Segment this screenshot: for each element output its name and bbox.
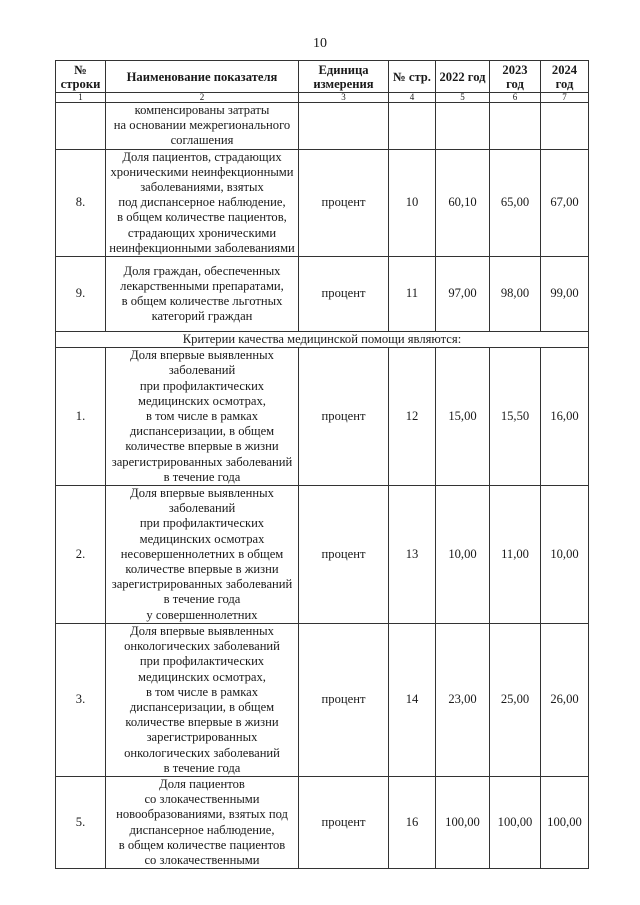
indicator-name: Доля пациентов со злокачественными новообразованиями, взятых под диспансерное наблюдение, в общем количестве пациентов со злокачественными bbox=[106, 776, 299, 868]
indicator-name: Доля впервые выявленных заболеваний при профилактических медицинских осмотрах, в том числе в рамках диспансеризации, в общем количестве впервые в жизни зарегистрированных заболеваний в течение года bbox=[106, 348, 299, 486]
section-row bbox=[56, 332, 589, 348]
row-number: 8. bbox=[56, 149, 106, 256]
value-2023: 98,00 bbox=[490, 257, 541, 332]
page-number: 10 bbox=[313, 36, 327, 51]
value-2022: 97,00 bbox=[436, 257, 490, 332]
indicator-name: Доля впервые выявленных онкологических заболеваний при профилактических медицинских осмотрах, в том числе в рамках диспансеризации, в общем количестве впервые в жизни зарегистрированных онкологических заболеваний в течение года bbox=[106, 623, 299, 776]
unit: процент bbox=[299, 623, 389, 776]
value-2022: 100,00 bbox=[436, 776, 490, 868]
table-row bbox=[56, 486, 589, 624]
column-number: 6 bbox=[490, 93, 541, 103]
unit: процент bbox=[299, 348, 389, 486]
value-2023: 65,00 bbox=[490, 149, 541, 256]
indicator-name: Доля граждан, обеспеченных лекарственными препаратами, в общем количестве льготных категорий граждан bbox=[106, 257, 299, 332]
table-row bbox=[56, 623, 589, 776]
row-number: 9. bbox=[56, 257, 106, 332]
table-row bbox=[56, 103, 589, 150]
line-number: 14 bbox=[389, 623, 436, 776]
row-number: 3. bbox=[56, 623, 106, 776]
column-number: 4 bbox=[389, 93, 436, 103]
header-line-number: № стр. bbox=[389, 61, 436, 93]
column-number: 7 bbox=[541, 93, 589, 103]
row-number: 5. bbox=[56, 776, 106, 868]
line-number: 10 bbox=[389, 149, 436, 256]
column-number: 2 bbox=[106, 93, 299, 103]
value-2023: 25,00 bbox=[490, 623, 541, 776]
row-number bbox=[56, 103, 106, 150]
indicator-name: Доля впервые выявленных заболеваний при профилактических медицинских осмотрах несовершеннолетних в общем количестве впервые в жизни зарегистрированных заболеваний в течение года у совершеннолетних bbox=[106, 486, 299, 624]
header-indicator-name: Наименование показателя bbox=[106, 61, 299, 93]
value-2022: 10,00 bbox=[436, 486, 490, 624]
line-number: 16 bbox=[389, 776, 436, 868]
value-2024: 10,00 bbox=[541, 486, 589, 624]
value-2024: 26,00 bbox=[541, 623, 589, 776]
header-unit: Единица измерения bbox=[299, 61, 389, 93]
header-year-2023: 2023 год bbox=[490, 61, 541, 93]
column-number: 1 bbox=[56, 93, 106, 103]
table-row bbox=[56, 776, 589, 868]
column-numbers-row bbox=[56, 93, 589, 103]
table-row bbox=[56, 257, 589, 332]
value-2024: 99,00 bbox=[541, 257, 589, 332]
indicator-name: компенсированы затраты на основании межрегионального соглашения bbox=[106, 103, 299, 150]
section-title: Критерии качества медицинской помощи являются: bbox=[56, 332, 589, 348]
unit: процент bbox=[299, 776, 389, 868]
value-2023 bbox=[490, 103, 541, 150]
row-number: 1. bbox=[56, 348, 106, 486]
header-year-2022: 2022 год bbox=[436, 61, 490, 93]
value-2024: 100,00 bbox=[541, 776, 589, 868]
unit bbox=[299, 103, 389, 150]
value-2024: 67,00 bbox=[541, 149, 589, 256]
header-row-number: № строки bbox=[56, 61, 106, 93]
value-2022: 15,00 bbox=[436, 348, 490, 486]
column-number: 3 bbox=[299, 93, 389, 103]
value-2022 bbox=[436, 103, 490, 150]
indicator-name: Доля пациентов, страдающих хроническими неинфекционными заболеваниями, взятых под диспансерное наблюдение, в общем количестве пациентов, страдающих хроническими неинфекционными заболеваниями bbox=[106, 149, 299, 256]
line-number: 13 bbox=[389, 486, 436, 624]
column-number: 5 bbox=[436, 93, 490, 103]
value-2023: 100,00 bbox=[490, 776, 541, 868]
row-number: 2. bbox=[56, 486, 106, 624]
unit: процент bbox=[299, 486, 389, 624]
value-2023: 15,50 bbox=[490, 348, 541, 486]
table-header-row bbox=[56, 61, 589, 93]
header-year-2024: 2024 год bbox=[541, 61, 589, 93]
line-number bbox=[389, 103, 436, 150]
table-row bbox=[56, 348, 589, 486]
unit: процент bbox=[299, 257, 389, 332]
line-number: 11 bbox=[389, 257, 436, 332]
value-2024 bbox=[541, 103, 589, 150]
indicators-table bbox=[55, 60, 589, 869]
line-number: 12 bbox=[389, 348, 436, 486]
value-2024: 16,00 bbox=[541, 348, 589, 486]
value-2022: 23,00 bbox=[436, 623, 490, 776]
value-2023: 11,00 bbox=[490, 486, 541, 624]
table-row bbox=[56, 149, 589, 256]
unit: процент bbox=[299, 149, 389, 256]
value-2022: 60,10 bbox=[436, 149, 490, 256]
